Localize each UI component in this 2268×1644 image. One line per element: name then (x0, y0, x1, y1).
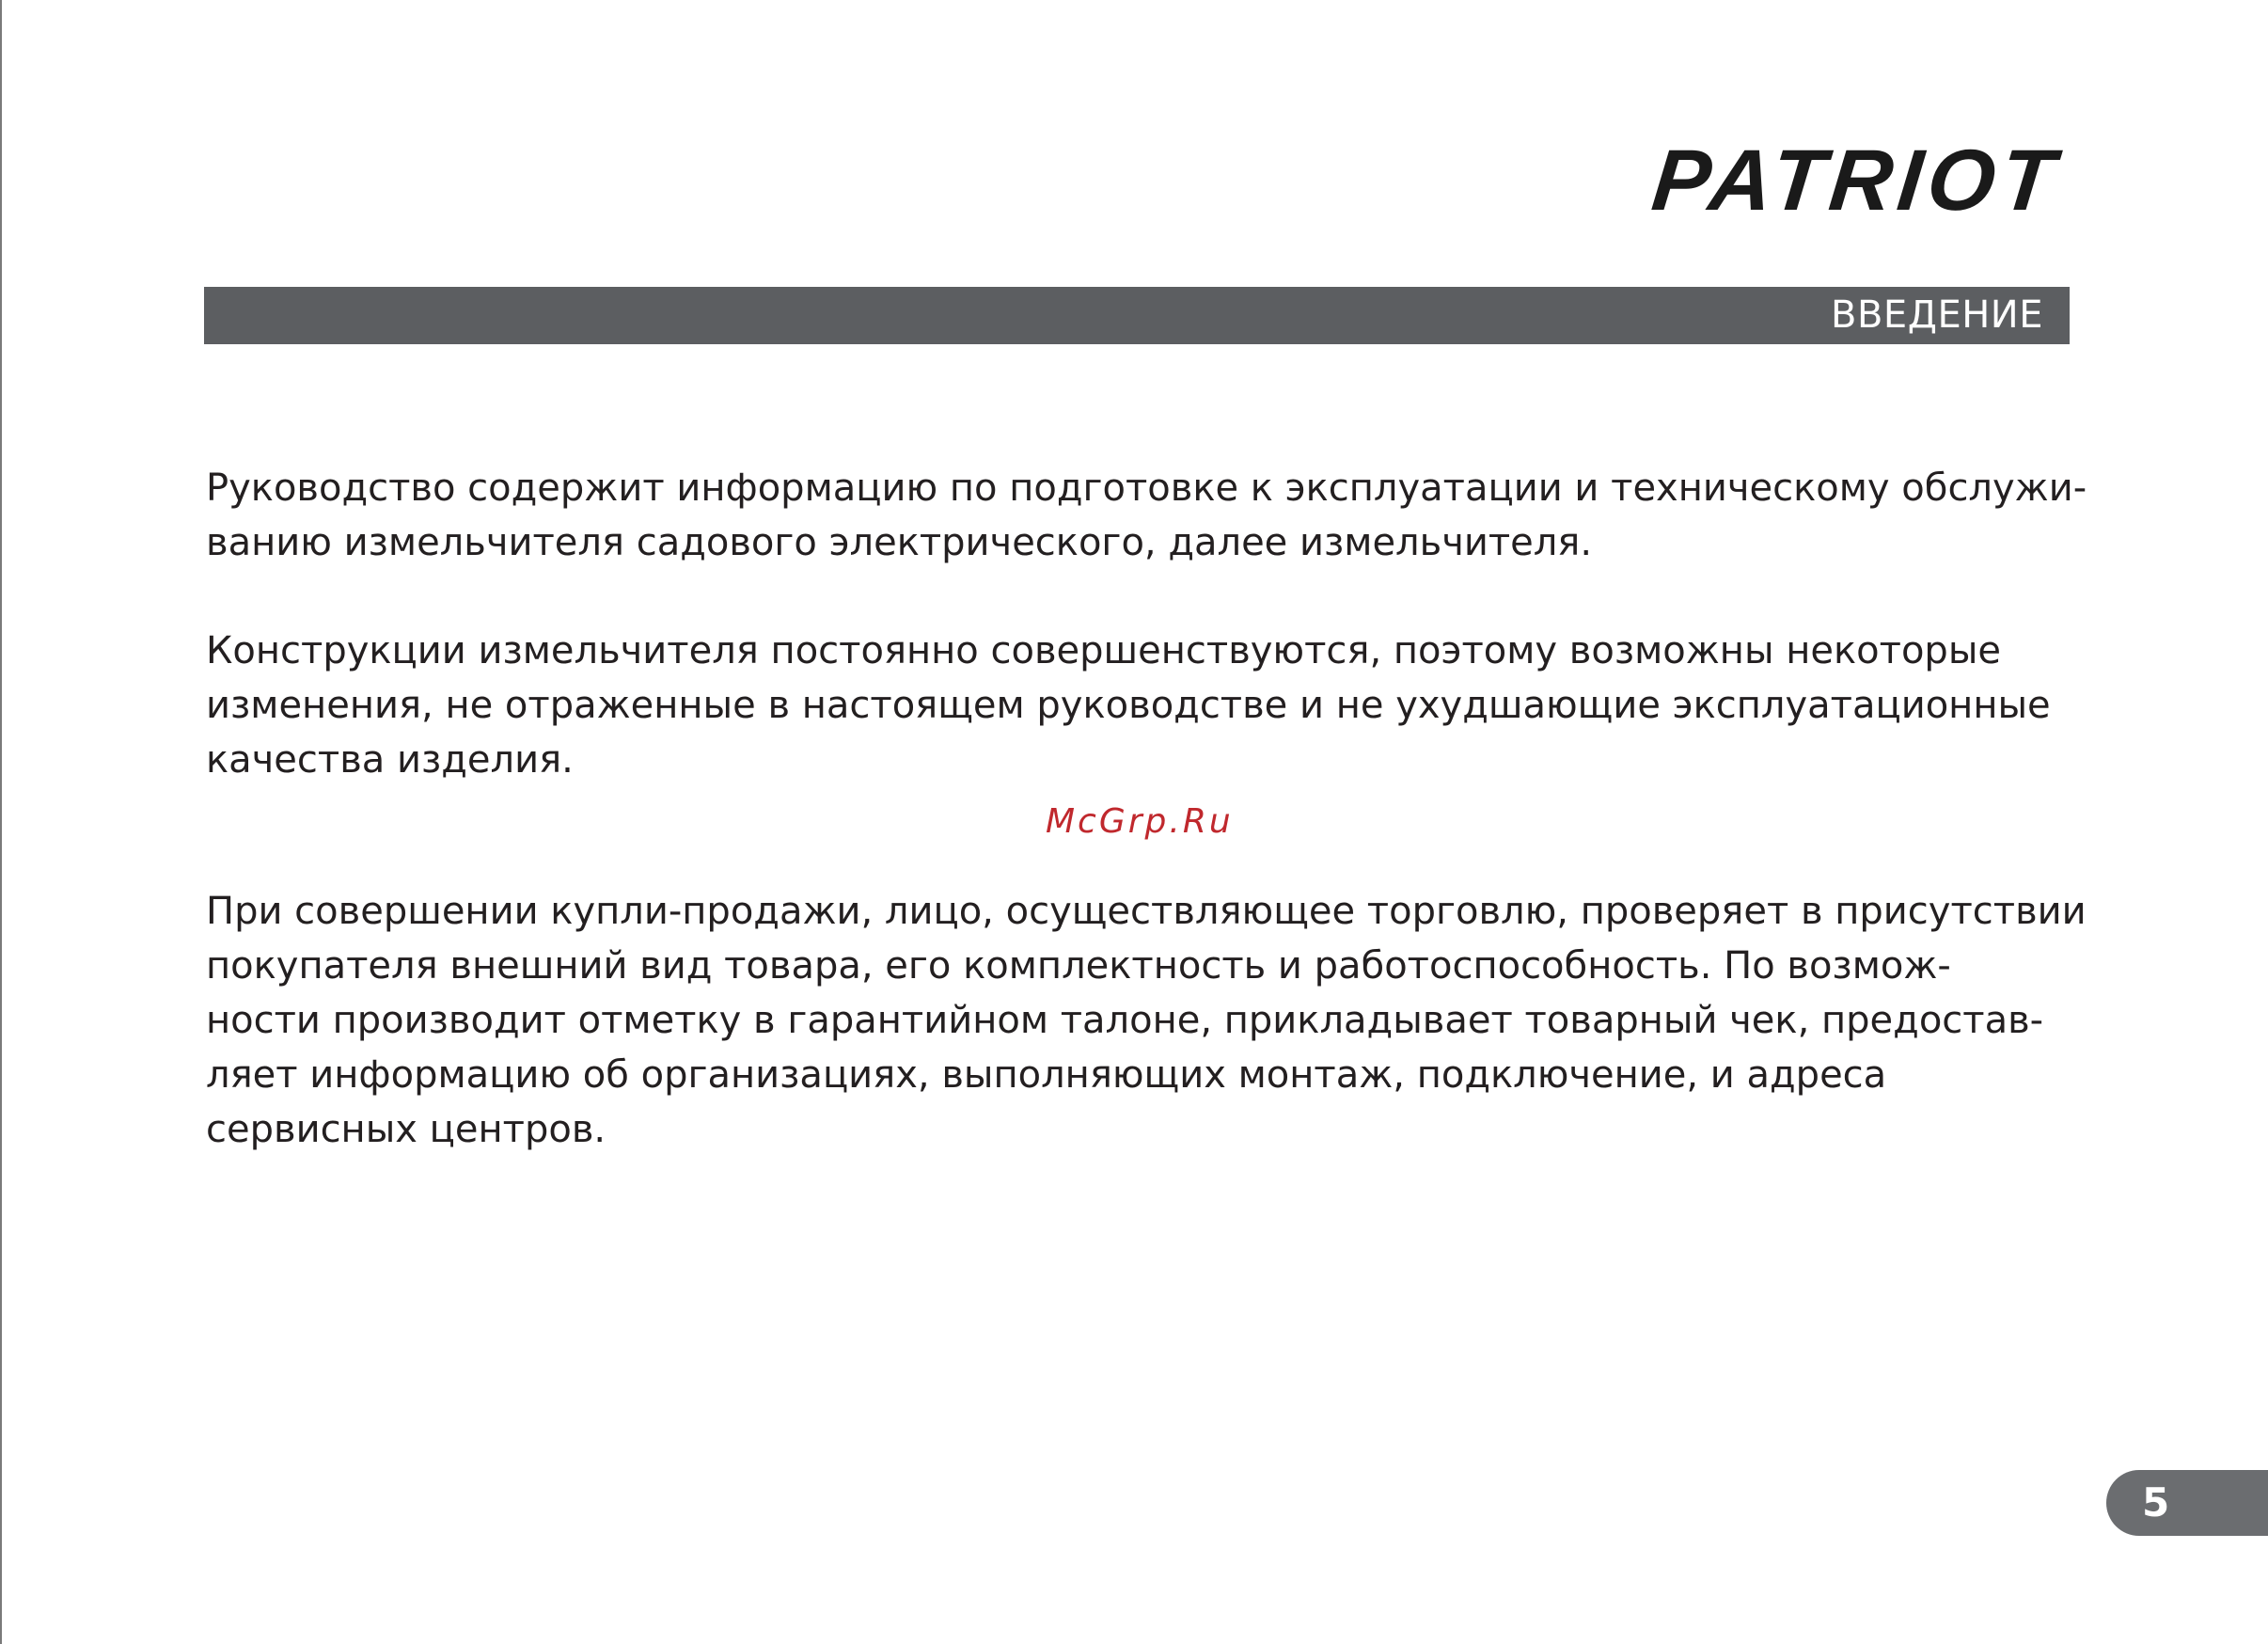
text-line: изменения, не отраженные в настоящем руководстве и не ухудшающие эксплуатационные (206, 684, 2051, 727)
page-edge-line (0, 0, 2, 1644)
section-title: ВВЕДЕНИЕ (1831, 293, 2043, 337)
text-line: ляет информацию об организациях, выполняющих монтаж, подключение, и адреса (206, 1053, 1887, 1097)
text-line: ности производит отметку в гарантийном талоне, прикладывает товарный чек, предостав- (206, 999, 2044, 1042)
page-number: 5 (2142, 1479, 2170, 1525)
paragraph-design-changes (206, 624, 2077, 787)
paragraph-intro (206, 461, 2087, 570)
patriot-logo: PATRIOT (1647, 133, 2065, 229)
document-body (206, 461, 2087, 787)
watermark-link[interactable]: McGrp.Ru (1046, 802, 1234, 841)
text-line: При совершении купли-продажи, лицо, осуществляющее торговлю, проверяет в присутствии (206, 890, 2087, 933)
text-line: ванию измельчителя садового электрического, далее измельчителя. (206, 521, 1593, 564)
section-header-bar (204, 287, 2070, 344)
text-line: покупателя внешний вид товара, его комплектность и работоспособность. По возмож- (206, 944, 1951, 988)
text-line: качества изделия. (206, 738, 574, 782)
text-line: Руководство содержит информацию по подготовке к эксплуатации и техническому обслужи- (206, 466, 2087, 510)
text-line: сервисных центров. (206, 1108, 606, 1151)
text-line: Конструкции измельчителя постоянно совершенствуются, поэтому возможны некоторые (206, 629, 2002, 672)
page-number-tab (2106, 1470, 2268, 1536)
paragraph-sale-check (206, 884, 2087, 1157)
